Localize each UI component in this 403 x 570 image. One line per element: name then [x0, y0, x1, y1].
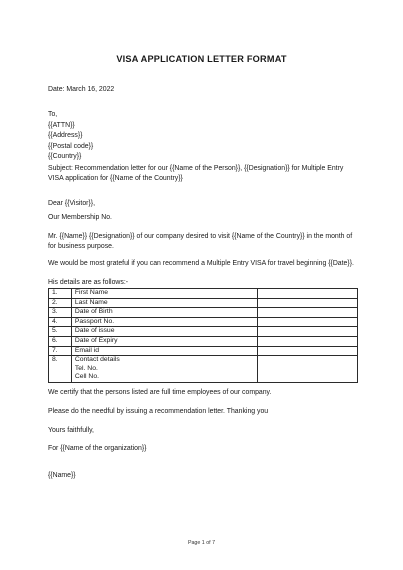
table-row — [49, 327, 358, 337]
address-line: {{Postal code}} — [48, 142, 94, 150]
closing-request: Please do the needful by issuing a recommendation letter. Thanking you — [48, 408, 269, 415]
row-label: Date of issue — [71, 327, 258, 337]
membership-number: Our Membership No. — [48, 214, 112, 221]
address-line: To, — [48, 111, 58, 118]
row-number: 2. — [49, 298, 72, 308]
row-label: Email id — [71, 346, 258, 356]
row-value-cell — [258, 346, 358, 356]
salutation: Dear {{Visitor}}, — [48, 200, 95, 207]
address-line: {{Address}} — [48, 132, 83, 139]
closing-salutation: Yours faithfully, — [48, 427, 94, 434]
row-value-cell — [258, 289, 358, 299]
row-number: 6. — [49, 336, 72, 346]
row-label: Date of Expiry — [71, 336, 258, 346]
row-value-cell — [258, 327, 358, 337]
row-number: 4. — [49, 317, 72, 327]
table-row — [49, 308, 358, 318]
details-intro: His details are as follows:- — [48, 279, 129, 286]
row-number: 8. — [49, 356, 72, 383]
row-number: 3. — [49, 308, 72, 318]
row-label: Date of Birth — [71, 308, 258, 318]
organization-line: For {{Name of the organization}} — [48, 445, 147, 452]
row-number: 7. — [49, 346, 72, 356]
row-value-cell — [258, 356, 358, 383]
details-table — [48, 288, 358, 383]
certification-text: We certify that the persons listed are full time employees of our company. — [48, 389, 272, 396]
row-value-cell — [258, 298, 358, 308]
table-row — [49, 289, 358, 299]
address-line: {{Country}} — [48, 153, 82, 160]
table-row — [49, 317, 358, 327]
address-line: {{ATTN}} — [48, 121, 75, 129]
subject-line: Subject: Recommendation letter for our {{Name of the Person}}, {{Designation}} for Multiple Entry VISA application for {{Name of the Country}} — [48, 165, 344, 182]
row-value-cell — [258, 317, 358, 327]
row-label: Passport No. — [71, 317, 258, 327]
page-number: Page 1 of 7 — [187, 540, 216, 546]
document-title: VISA APPLICATION LETTER FORMAT — [116, 54, 287, 64]
signatory-name: {{Name}} — [48, 472, 76, 479]
row-label-contact — [71, 356, 258, 383]
row-sublabel: Tel. No. — [74, 364, 98, 372]
table-row — [49, 356, 358, 383]
row-value-cell — [258, 336, 358, 346]
row-sublabel: Cell No. — [74, 373, 100, 381]
row-number: 1. — [49, 289, 72, 299]
row-label: Contact details — [74, 356, 120, 364]
date-line: Date: March 16, 2022 — [48, 86, 115, 93]
row-label: First Name — [71, 289, 258, 299]
recipient-address — [48, 110, 358, 163]
table-row — [49, 336, 358, 346]
row-value-cell — [258, 308, 358, 318]
table-row — [49, 298, 358, 308]
row-label: Last Name — [71, 298, 258, 308]
table-row — [49, 346, 358, 356]
body-paragraph-intro: Mr. {{Name}} {{Designation}} of our company desired to visit {{Name of the Country}} in the month of for business purpose. — [48, 233, 353, 250]
body-paragraph-request: We would be most grateful if you can recommend a Multiple Entry VISA for travel beginning {{Date}}. — [48, 260, 354, 267]
row-number: 5. — [49, 327, 72, 337]
